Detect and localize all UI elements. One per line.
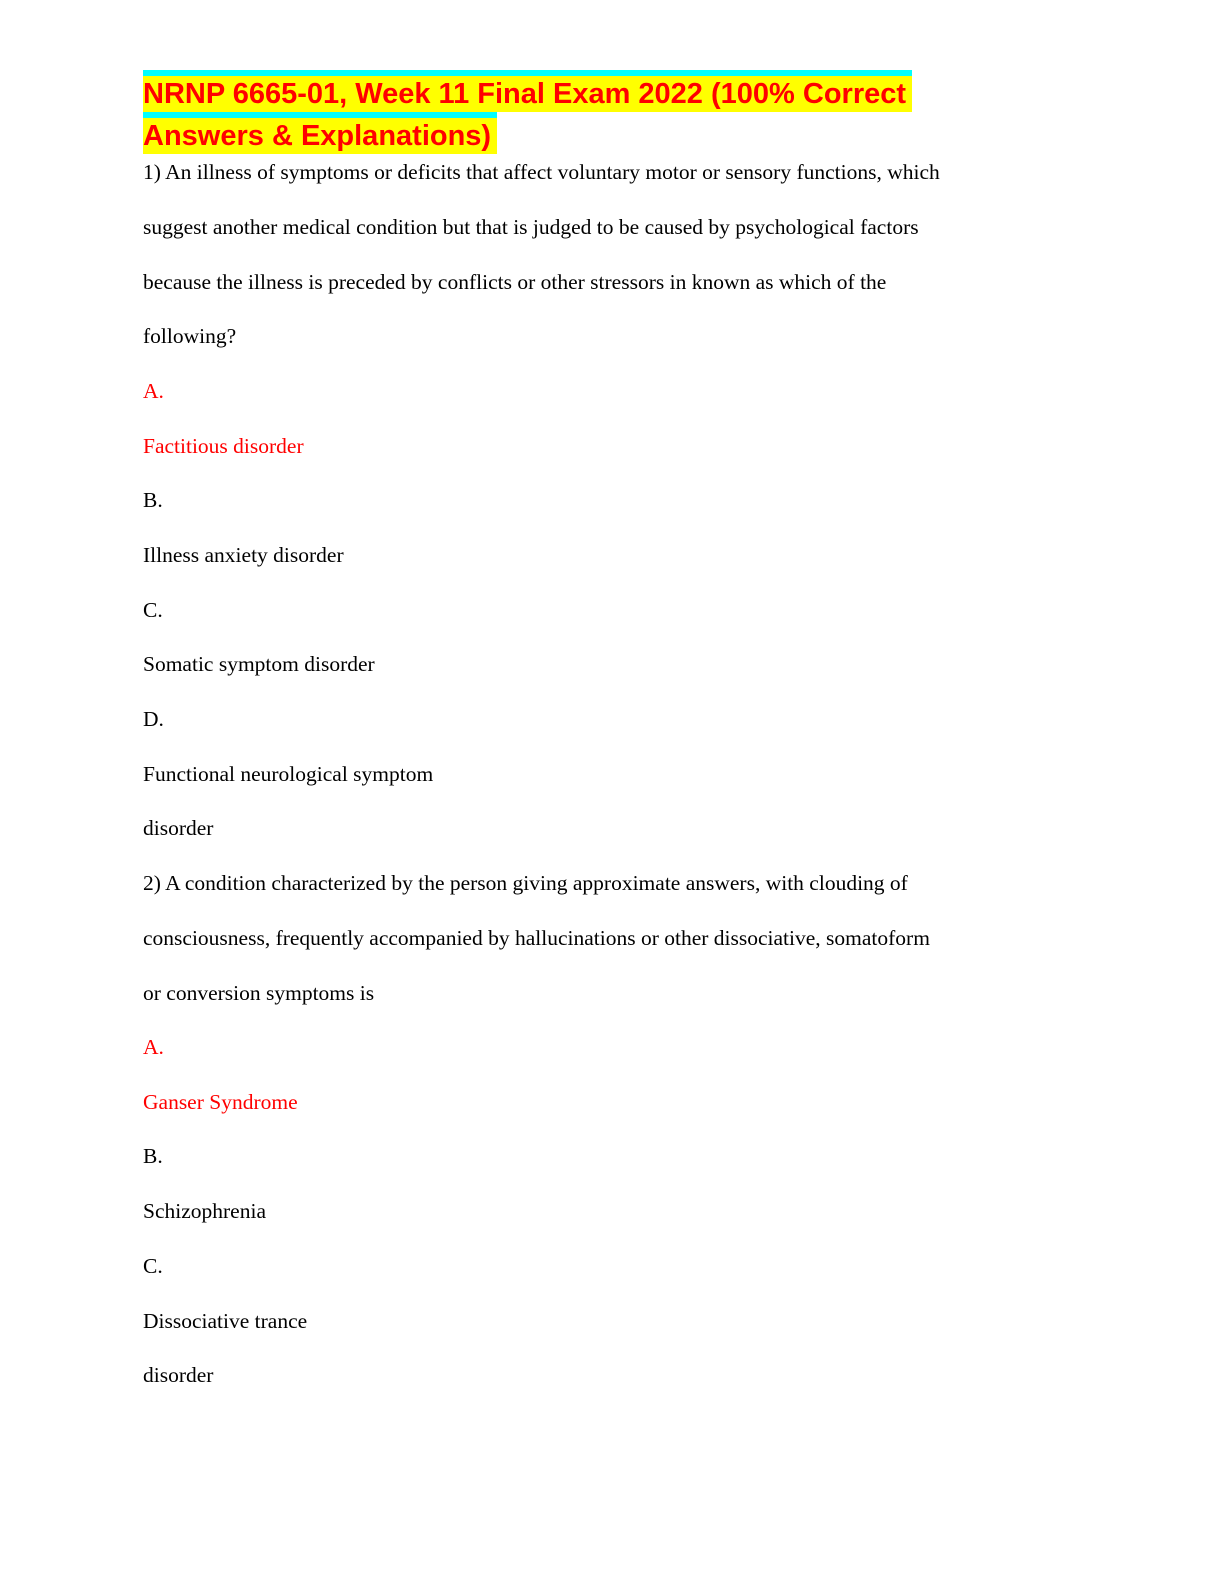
question-2-option-c-letter: C. (143, 1254, 163, 1278)
question-1-option-a-letter: A. (143, 379, 164, 403)
question-2-option-c-text-line-2: disorder (143, 1363, 214, 1387)
question-1-option-b-letter: B. (143, 488, 163, 512)
title-line-1: NRNP 6665-01, Week 11 Final Exam 2022 (100% Correct (143, 70, 912, 112)
question-2-stem-line-2: consciousness, frequently accompanied by hallucinations or other dissociative, somatoform (143, 926, 930, 950)
question-2-option-a-text: Ganser Syndrome (143, 1090, 298, 1114)
question-1-option-d-letter: D. (143, 707, 164, 731)
question-1-stem-line-1: 1) An illness of symptoms or deficits that affect voluntary motor or sensory functions, which (143, 160, 940, 184)
question-2-option-c-text-line-1: Dissociative trance (143, 1309, 308, 1333)
question-1-option-d-text-line-2: disorder (143, 816, 214, 840)
question-2-option-b-letter: B. (143, 1144, 163, 1168)
document-title (143, 70, 983, 154)
question-1-option-c-text: Somatic symptom disorder (143, 652, 375, 676)
question-1-stem-line-3: because the illness is preceded by conflicts or other stressors in known as which of the (143, 270, 887, 294)
question-1-option-b-text: Illness anxiety disorder (143, 543, 344, 567)
question-2-stem-line-1: 2) A condition characterized by the person giving approximate answers, with clouding of (143, 871, 908, 895)
question-2-stem-line-3: or conversion symptoms is (143, 981, 375, 1005)
question-1-option-c-letter: C. (143, 598, 163, 622)
question-1-stem-line-2: suggest another medical condition but that is judged to be caused by psychological factors (143, 215, 919, 239)
question-2-option-a-letter: A. (143, 1035, 164, 1059)
title-line-2: Answers & Explanations) (143, 112, 497, 154)
question-1-option-d-text-line-1: Functional neurological symptom (143, 762, 434, 786)
question-1-option-a-text: Factitious disorder (143, 434, 304, 458)
question-1-stem-line-4: following? (143, 324, 237, 348)
question-2-option-b-text: Schizophrenia (143, 1199, 266, 1223)
